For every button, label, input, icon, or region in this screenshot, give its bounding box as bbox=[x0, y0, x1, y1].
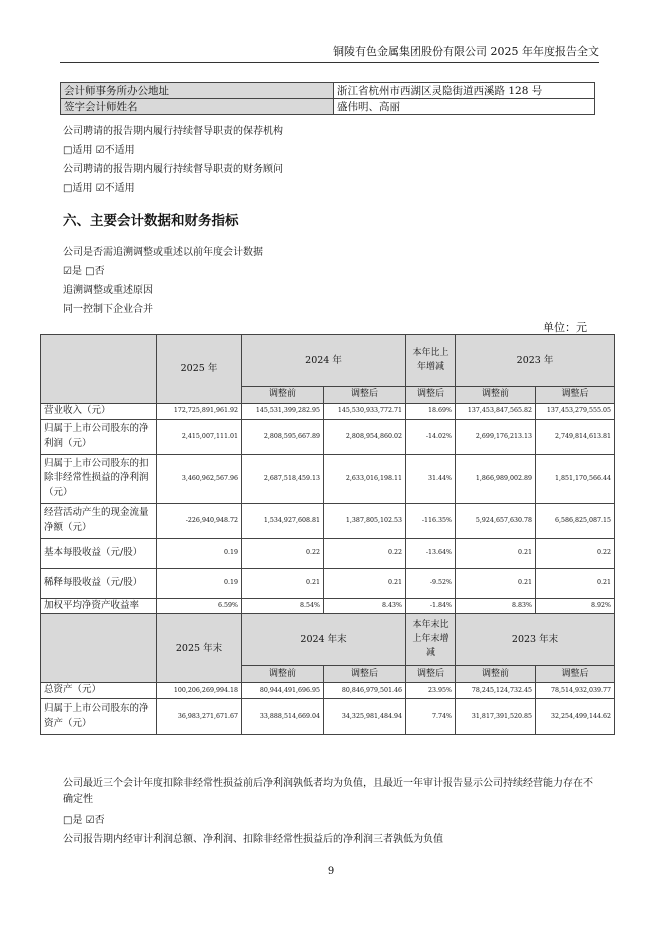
loss-question: 公司报告期内经审计利润总额、净利润、扣除非经常性损益后的净利润三者孰低为负值 bbox=[63, 834, 443, 845]
value-cell: 32,254,499,144.62 bbox=[536, 699, 615, 735]
value-cell: 7.74% bbox=[406, 699, 456, 735]
value-cell: 6.59% bbox=[157, 598, 242, 614]
auditor-address-value: 浙江省杭州市西湖区灵隐街道西溪路 128 号 bbox=[334, 83, 595, 99]
value-cell: 18.69% bbox=[406, 404, 456, 420]
value-cell: 1,534,927,608.81 bbox=[242, 503, 324, 538]
value-cell: 0.22 bbox=[536, 538, 615, 568]
signing-accountant-value: 盛伟明、高丽 bbox=[334, 99, 595, 115]
value-cell: 78,514,932,039.77 bbox=[536, 683, 615, 699]
value-cell: 8.92% bbox=[536, 598, 615, 614]
table-header-row bbox=[41, 335, 615, 387]
going-concern-question: 公司最近三个会计年度扣除非经常性损益前后净利润孰低者均为负值，且最近一年审计报告显示公司持续经营能力存在不确定性 bbox=[63, 778, 593, 805]
row-label: 总资产（元） bbox=[41, 683, 157, 699]
value-cell: 2,415,007,111.01 bbox=[157, 419, 242, 454]
table-row bbox=[41, 454, 615, 503]
value-cell: 0.21 bbox=[242, 568, 324, 598]
table-row bbox=[41, 404, 615, 420]
table-row bbox=[61, 99, 595, 115]
value-cell: -9.52% bbox=[406, 568, 456, 598]
value-cell: -116.35% bbox=[406, 503, 456, 538]
value-cell: 23.95% bbox=[406, 683, 456, 699]
signing-accountant-label: 签字会计师姓名 bbox=[61, 99, 334, 115]
value-cell: 2,687,518,459.13 bbox=[242, 454, 324, 503]
row-label: 加权平均净资产收益率 bbox=[41, 598, 157, 614]
value-cell: -226,940,948.72 bbox=[157, 503, 242, 538]
advisor-choice: □适用 ☑不适用 bbox=[63, 183, 135, 194]
restate-reason-label: 追溯调整或重述原因 bbox=[63, 285, 153, 296]
header-2023-end-before: 调整前 bbox=[456, 666, 536, 683]
header-2025-end: 2025 年末 bbox=[157, 614, 242, 683]
value-cell: 8.83% bbox=[456, 598, 536, 614]
auditor-info-table bbox=[60, 82, 595, 115]
table-row bbox=[41, 598, 615, 614]
header-2023-end-after: 调整后 bbox=[536, 666, 615, 683]
header-2023-after: 调整后 bbox=[536, 387, 615, 404]
value-cell: 2,808,954,860.02 bbox=[324, 419, 406, 454]
value-cell: 34,325,981,484.94 bbox=[324, 699, 406, 735]
header-2024-end-after: 调整后 bbox=[324, 666, 406, 683]
page-number: 9 bbox=[327, 866, 335, 877]
page-header: 铜陵有色金属集团股份有限公司 2025 年年度报告全文 bbox=[60, 43, 599, 63]
value-cell: 1,851,170,566.44 bbox=[536, 454, 615, 503]
value-cell: 0.22 bbox=[324, 538, 406, 568]
value-cell: 0.21 bbox=[456, 538, 536, 568]
header-2024-end: 2024 年末 bbox=[242, 614, 406, 666]
value-cell: 36,983,271,671.67 bbox=[157, 699, 242, 735]
unit-label: 单位：元 bbox=[543, 321, 587, 334]
value-cell: 2,808,595,667.89 bbox=[242, 419, 324, 454]
value-cell: 0.21 bbox=[536, 568, 615, 598]
sponsor-choice: □适用 ☑不适用 bbox=[63, 145, 135, 156]
value-cell: 145,530,933,772.71 bbox=[324, 404, 406, 420]
value-cell: 80,944,491,696.95 bbox=[242, 683, 324, 699]
value-cell: 31.44% bbox=[406, 454, 456, 503]
value-cell: -13.64% bbox=[406, 538, 456, 568]
value-cell: 100,206,269,994.18 bbox=[157, 683, 242, 699]
value-cell: 137,453,847,565.82 bbox=[456, 404, 536, 420]
restate-question: 公司是否需追溯调整或重述以前年度会计数据 bbox=[63, 247, 263, 258]
value-cell: 1,866,989,002.89 bbox=[456, 454, 536, 503]
row-label: 归属于上市公司股东的净资产（元） bbox=[41, 699, 157, 735]
value-cell: 0.21 bbox=[456, 568, 536, 598]
value-cell: 145,531,399,282.95 bbox=[242, 404, 324, 420]
table-header-row bbox=[41, 614, 615, 666]
table-row bbox=[41, 419, 615, 454]
value-cell: 0.19 bbox=[157, 568, 242, 598]
header-change-end: 本年末比上年末增减 bbox=[406, 614, 456, 666]
value-cell: 78,245,124,732.45 bbox=[456, 683, 536, 699]
value-cell: -14.02% bbox=[406, 419, 456, 454]
restate-choice: ☑是 □否 bbox=[63, 266, 105, 277]
value-cell: 33,888,514,669.04 bbox=[242, 699, 324, 735]
header-change-end-after: 调整后 bbox=[406, 666, 456, 683]
header-2024-after: 调整后 bbox=[324, 387, 406, 404]
section-title: 六、主要会计数据和财务指标 bbox=[63, 213, 239, 229]
value-cell: 6,586,825,087.15 bbox=[536, 503, 615, 538]
header-change: 本年比上年增减 bbox=[406, 335, 456, 387]
value-cell: 8.54% bbox=[242, 598, 324, 614]
row-label: 稀释每股收益（元/股） bbox=[41, 568, 157, 598]
value-cell: 172,725,891,961.92 bbox=[157, 404, 242, 420]
table-row bbox=[41, 683, 615, 699]
table-row bbox=[41, 568, 615, 598]
header-2024: 2024 年 bbox=[242, 335, 406, 387]
header-2023-before: 调整前 bbox=[456, 387, 536, 404]
value-cell: 1,387,805,102.53 bbox=[324, 503, 406, 538]
value-cell: -1.84% bbox=[406, 598, 456, 614]
value-cell: 2,699,176,213.13 bbox=[456, 419, 536, 454]
advisor-line: 公司聘请的报告期内履行持续督导职责的财务顾问 bbox=[63, 164, 283, 175]
financial-indicators-table bbox=[40, 334, 615, 735]
row-label: 基本每股收益（元/股） bbox=[41, 538, 157, 568]
value-cell: 5,924,657,630.78 bbox=[456, 503, 536, 538]
value-cell: 8.43% bbox=[324, 598, 406, 614]
auditor-address-label: 会计师事务所办公地址 bbox=[61, 83, 334, 99]
row-label: 归属于上市公司股东的净利润（元） bbox=[41, 419, 157, 454]
header-blank-cell bbox=[41, 614, 157, 683]
value-cell: 3,460,962,567.96 bbox=[157, 454, 242, 503]
value-cell: 0.19 bbox=[157, 538, 242, 568]
sponsor-line: 公司聘请的报告期内履行持续督导职责的保荐机构 bbox=[63, 126, 283, 137]
header-2023: 2023 年 bbox=[456, 335, 615, 387]
value-cell: 137,453,279,555.05 bbox=[536, 404, 615, 420]
row-label: 营业收入（元） bbox=[41, 404, 157, 420]
value-cell: 2,749,814,613.81 bbox=[536, 419, 615, 454]
table-row bbox=[61, 83, 595, 99]
table-row bbox=[41, 538, 615, 568]
value-cell: 2,633,016,198.11 bbox=[324, 454, 406, 503]
value-cell: 31,817,391,520.85 bbox=[456, 699, 536, 735]
row-label: 经营活动产生的现金流量净额（元） bbox=[41, 503, 157, 538]
header-change-after: 调整后 bbox=[406, 387, 456, 404]
restate-reason: 同一控制下企业合并 bbox=[63, 304, 153, 315]
header-2024-before: 调整前 bbox=[242, 387, 324, 404]
value-cell: 0.22 bbox=[242, 538, 324, 568]
value-cell: 0.21 bbox=[324, 568, 406, 598]
header-2025: 2025 年 bbox=[157, 335, 242, 404]
header-blank-cell bbox=[41, 335, 157, 404]
header-2023-end: 2023 年末 bbox=[456, 614, 615, 666]
value-cell: 80,846,979,501.46 bbox=[324, 683, 406, 699]
row-label: 归属于上市公司股东的扣除非经常性损益的净利润（元） bbox=[41, 454, 157, 503]
table-row bbox=[41, 699, 615, 735]
header-2024-end-before: 调整前 bbox=[242, 666, 324, 683]
table-row bbox=[41, 503, 615, 538]
going-concern-choice: □是 ☑否 bbox=[63, 815, 105, 826]
